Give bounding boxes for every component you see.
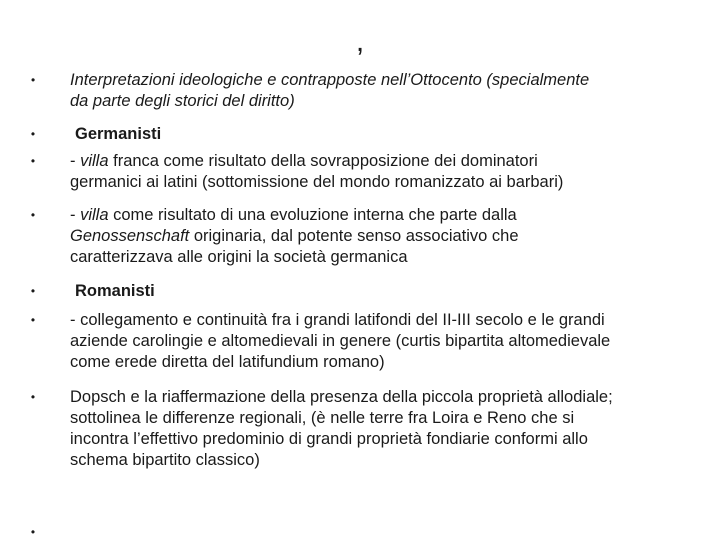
section-heading-romanisti: Romanisti bbox=[75, 282, 155, 300]
list-item-text: - collegamento e continuità fra i grandi latifondi del II-III secolo e le grandi bbox=[70, 311, 605, 329]
list-item bbox=[30, 70, 690, 112]
list-item-text: originaria, dal potente senso associativo che bbox=[189, 227, 519, 245]
list-item-emphasis: villa bbox=[80, 152, 109, 170]
bullet-icon: • bbox=[30, 208, 36, 222]
list-item-text: caratterizzava alle origini la società germanica bbox=[70, 248, 408, 266]
list-item-emphasis: villa bbox=[80, 206, 109, 224]
slide-title: , bbox=[355, 25, 365, 58]
list-item-text: da parte degli storici del diritto) bbox=[70, 92, 295, 110]
list-item-text: schema bipartito classico) bbox=[70, 451, 260, 469]
list-item-text: - bbox=[70, 152, 81, 170]
list-item bbox=[30, 310, 690, 373]
list-item bbox=[30, 387, 690, 471]
list-item-text: germanici ai latini (sottomissione del mondo romanizzato ai barbari) bbox=[70, 173, 564, 191]
bullet-icon: • bbox=[30, 127, 36, 141]
list-item-text: franca come risultato della sovrapposizione dei dominatori bbox=[108, 152, 538, 170]
bullet-icon: • bbox=[30, 73, 36, 87]
bullet-icon: • bbox=[30, 284, 36, 298]
list-item-text: Dopsch e la riaffermazione della presenza della piccola proprietà allodiale; bbox=[70, 388, 613, 406]
list-item-text: come risultato di una evoluzione interna che parte dalla bbox=[108, 206, 517, 224]
bullet-icon: • bbox=[30, 525, 36, 539]
bullet-icon: • bbox=[30, 390, 36, 404]
list-item bbox=[30, 205, 690, 268]
list-item-text: - bbox=[70, 206, 81, 224]
bullet-icon: • bbox=[30, 154, 36, 168]
list-item bbox=[30, 281, 690, 302]
bullet-icon: • bbox=[30, 313, 36, 327]
list-item-text: sottolinea le differenze regionali, (è nelle terre fra Loira e Reno che si bbox=[70, 409, 575, 427]
section-heading-germanisti: Germanisti bbox=[75, 125, 162, 143]
list-item-text: come erede diretta del latifundium romano) bbox=[70, 353, 385, 371]
list-item bbox=[30, 124, 690, 145]
list-item bbox=[30, 151, 690, 193]
list-item-emphasis: Genossenschaft bbox=[70, 227, 190, 245]
list-item-text: incontra l’effettivo predominio di grandi proprietà fondiarie conformi allo bbox=[70, 430, 588, 448]
list-item-text: aziende carolingie e altomedievali in genere (curtis bipartita altomedievale bbox=[70, 332, 611, 350]
list-item-text: Interpretazioni ideologiche e contrapposte nell’Ottocento (specialmente bbox=[70, 71, 590, 89]
